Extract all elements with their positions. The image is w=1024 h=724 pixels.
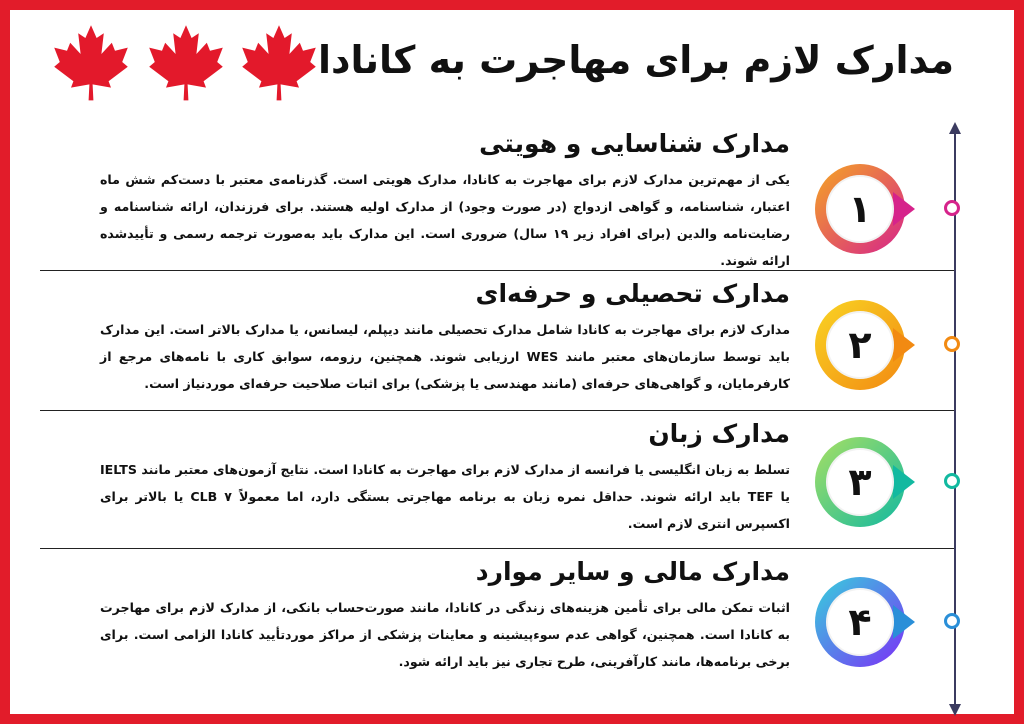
- arrow-down-icon: [949, 704, 961, 716]
- maple-leaf-icon: [50, 22, 132, 102]
- step-badge: [815, 577, 955, 667]
- step-number: ۱: [826, 175, 894, 243]
- section-body: مدارک لازم برای مهاجرت به کانادا شامل مدارک تحصیلی مانند دیپلم، لیسانس، یا مدارک بالاتر است. این مدارک باید توسط سازمان‌های معتبر مانند WES ارزیابی شوند. همچنین، رزومه، سوابق کاری با نامه‌های مرجع از کارفرمایان، و گواهی‌های حرفه‌ای (مانند مهندسی یا پزشکی) برای اثبات صلاحیت حرفه‌ای موردنیاز است.: [100, 322, 790, 391]
- badge-pointer: [893, 465, 915, 499]
- infographic-card: [10, 10, 1014, 714]
- timeline-dot: [944, 613, 960, 629]
- section-body: یکی از مهم‌ترین مدارک لازم برای مهاجرت به کانادا، مدارک هویتی است. گذرنامه‌ی معتبر با دست‌کم شش ماه اعتبار، شناسنامه، و گواهی ازدواج (در صورت وجود) از مدارک اولیه هستند. برای فرزندان، ارائه شناسنامه و رضایت‌نامه والدین (برای افراد زیر ۱۹ سال) ضروری است. این مدارک باید به‌صورت ترجمه رسمی و تأییدشده ارائه شوند.: [100, 172, 790, 268]
- timeline-dot: [944, 473, 960, 489]
- badge-pointer: [893, 192, 915, 226]
- section-divider: [40, 410, 954, 411]
- step-badge: [815, 437, 955, 527]
- section-divider: [40, 270, 954, 271]
- step-badge: [815, 300, 955, 390]
- step-number: ۴: [826, 588, 894, 656]
- page-title: مدارک لازم برای مهاجرت به کانادا: [317, 38, 954, 82]
- section-divider: [40, 548, 954, 549]
- section-body: اثبات تمکن مالی برای تأمین هزینه‌های زندگی در کانادا، مانند صورت‌حساب بانکی، از مدارک لازم برای مهاجرت به کانادا است. همچنین، گواهی عدم سوءپیشینه و معاینات پزشکی از مراکز موردتأیید کانادا الزامی است. برای برخی برنامه‌ها، مانند کارآفرینی، طرح تجاری نیز باید ارائه شود.: [100, 600, 790, 669]
- section-title: مدارک مالی و سایر موارد: [475, 557, 790, 586]
- arrow-up-icon: [949, 122, 961, 134]
- step-badge: [815, 164, 955, 254]
- maple-leaf-icon: [145, 22, 227, 102]
- step-number: ۳: [826, 448, 894, 516]
- section-body: تسلط به زبان انگلیسی یا فرانسه از مدارک لازم برای مهاجرت به کانادا است. نتایج آزمون‌های معتبر مانند IELTS یا TEF باید ارائه شوند. حداقل نمره زبان به برنامه مهاجرتی بستگی دارد، اما معمولاً CLB ۷ یا بالاتر برای اکسپرس انتری لازم است.: [100, 462, 791, 531]
- section-financial: [100, 556, 790, 675]
- section-identity: [100, 128, 790, 274]
- section-education: [100, 278, 790, 397]
- maple-leaf-icon: [238, 22, 320, 102]
- section-language: [100, 418, 790, 537]
- section-title: مدارک شناسایی و هویتی: [479, 129, 790, 158]
- badge-pointer: [893, 605, 915, 639]
- timeline-dot: [944, 200, 960, 216]
- section-title: مدارک تحصیلی و حرفه‌ای: [475, 279, 790, 308]
- badge-pointer: [893, 328, 915, 362]
- step-number: ۲: [826, 311, 894, 379]
- timeline-dot: [944, 336, 960, 352]
- section-title: مدارک زبان: [648, 419, 790, 448]
